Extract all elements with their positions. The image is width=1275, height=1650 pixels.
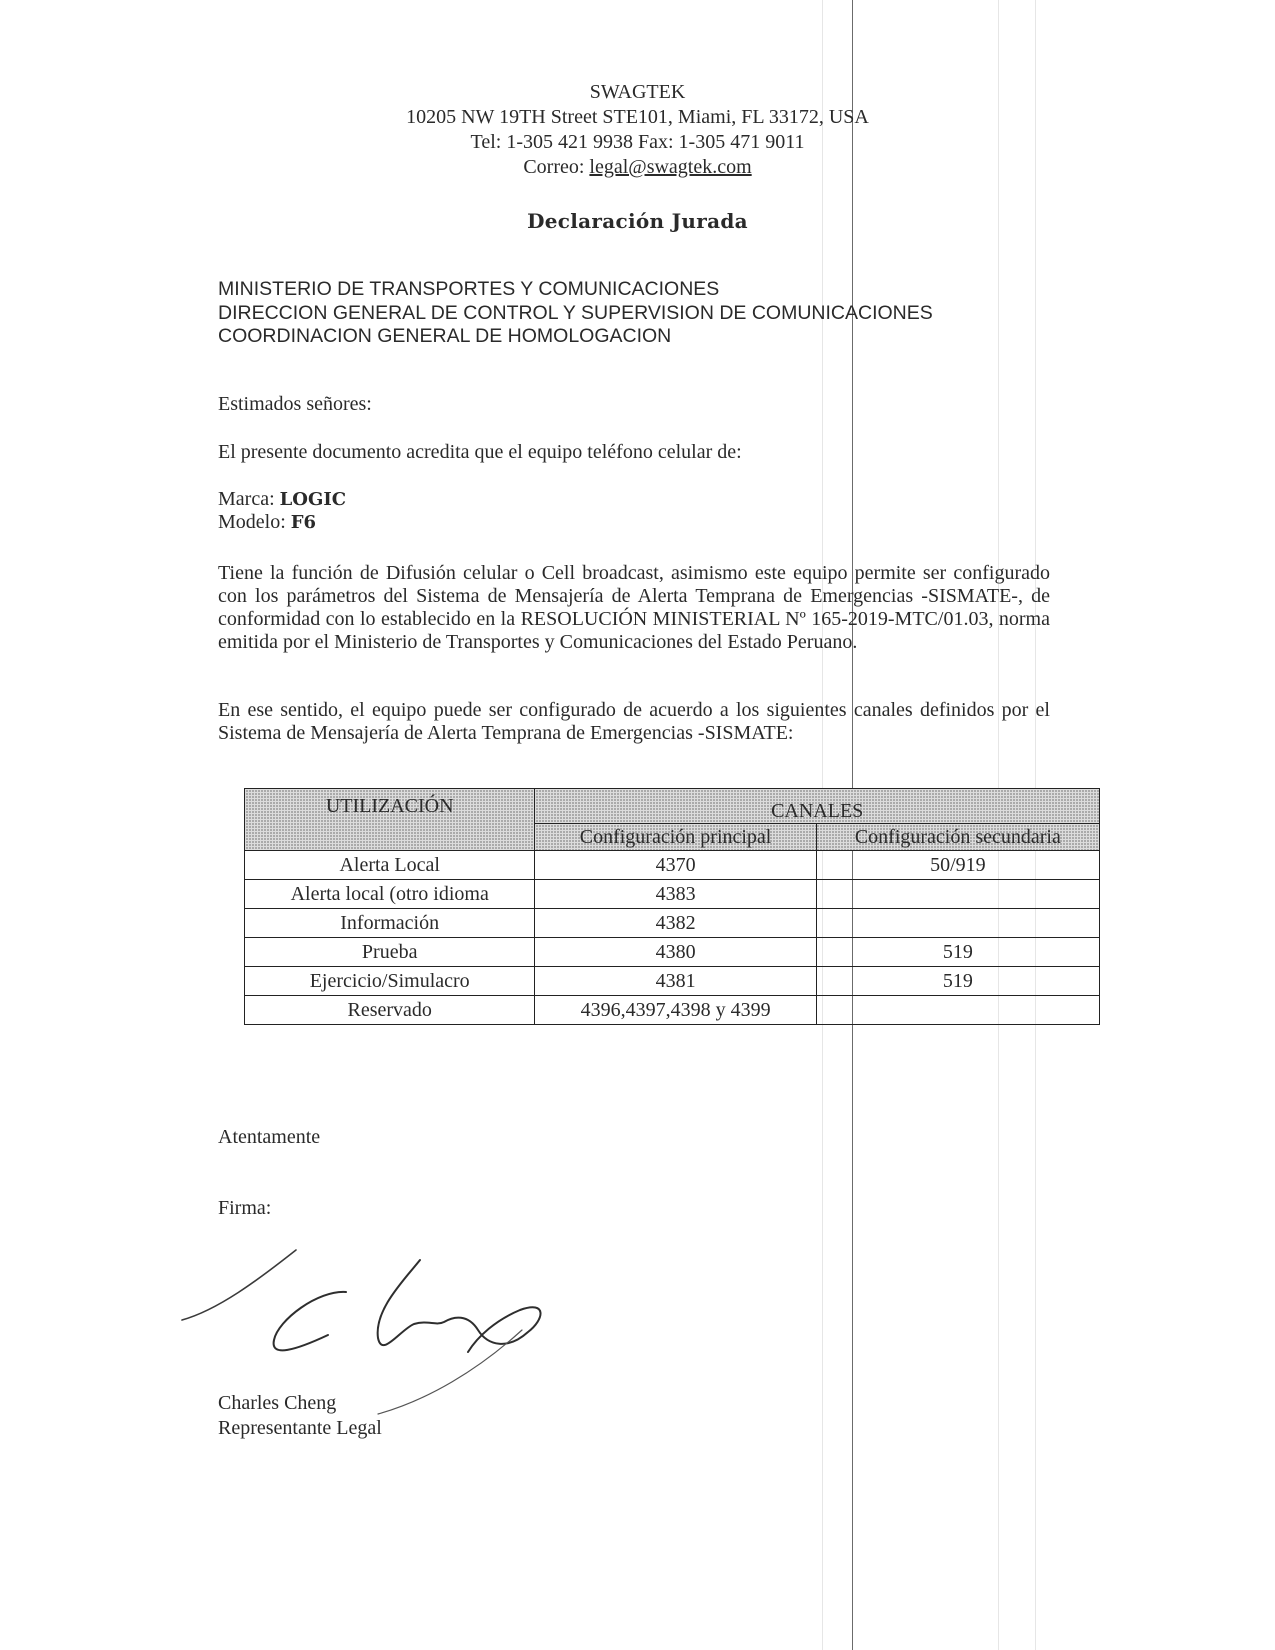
cell-utilizacion: Ejercicio/Simulacro [245, 967, 535, 996]
table-row [245, 996, 1100, 1025]
table-row [245, 880, 1100, 909]
table-row [245, 967, 1100, 996]
cell-utilizacion: Reservado [245, 996, 535, 1025]
body-paragraph-1: Tiene la función de Difusión celular o Cell broadcast, asimismo este equipo permite ser configurado con los parámetros del Sistema de Mensajería de Alerta Temprana de Emergencias -SISMATE-, de conformidad con lo establecido en la RESOLUCIÓN MINISTERIAL Nº 165-2019-MTC/01.03, norma emitida por el Ministerio de Transportes y Comunicaciones del Estado Peruano. [218, 562, 1050, 653]
email-label: Correo: [523, 156, 590, 178]
body-paragraph-2: En ese sentido, el equipo puede ser configurado de acuerdo a los siguientes canales definidos por el Sistema de Mensajería de Alerta Temprana de Emergencias -SISMATE: [218, 699, 1050, 744]
cell-secundaria [816, 909, 1099, 938]
cell-principal: 4383 [535, 880, 816, 909]
cell-utilizacion: Alerta Local [245, 851, 535, 880]
header-utilizacion: UTILIZACIÓN [245, 789, 535, 851]
model-label: Modelo: [218, 511, 291, 533]
email-link[interactable]: legal@swagtek.com [589, 156, 752, 178]
device-info [218, 488, 346, 534]
signature-label: Firma: [218, 1197, 272, 1219]
closing: Atentamente [218, 1126, 321, 1148]
cell-principal: 4380 [535, 938, 816, 967]
header-config-secundaria: Configuración secundaria [816, 824, 1099, 851]
greeting: Estimados señores: [218, 393, 372, 415]
brand-value: LOGIC [279, 489, 347, 510]
cell-utilizacion: Alerta local (otro idioma [245, 880, 535, 909]
signer-name: Charles Cheng [218, 1392, 337, 1414]
addressee-block [218, 278, 933, 349]
addressee-line: MINISTERIO DE TRANSPORTES Y COMUNICACIONES [218, 278, 720, 300]
cell-utilizacion: Prueba [245, 938, 535, 967]
addressee-line: DIRECCION GENERAL DE CONTROL Y SUPERVISION DE COMUNICACIONES [218, 301, 933, 324]
company-phone-fax: Tel: 1-305 421 9938 Fax: 1-305 471 9011 [470, 131, 805, 153]
letterhead [0, 80, 1275, 180]
company-email-line [0, 155, 1275, 180]
channels-table [244, 788, 1100, 1025]
cell-principal: 4381 [535, 967, 816, 996]
cell-secundaria: 50/919 [816, 851, 1099, 880]
document-title: Declaración Jurada [527, 209, 748, 233]
cell-principal: 4396,4397,4398 y 4399 [535, 996, 816, 1025]
model-value: F6 [290, 512, 317, 533]
model-line [218, 511, 346, 534]
table-row [245, 909, 1100, 938]
cell-secundaria: 519 [816, 938, 1099, 967]
brand-label: Marca: [218, 488, 280, 510]
cell-principal: 4370 [535, 851, 816, 880]
addressee-line: COORDINACION GENERAL DE HOMOLOGACION [218, 325, 672, 347]
cell-principal: 4382 [535, 909, 816, 938]
brand-line [218, 488, 346, 511]
company-name: SWAGTEK [589, 81, 686, 103]
header-canales: CANALES [535, 789, 1100, 824]
intro-text: El presente documento acredita que el equipo teléfono celular de: [218, 441, 742, 463]
header-config-principal: Configuración principal [535, 824, 816, 851]
signer-block [218, 1391, 382, 1441]
signer-role: Representante Legal [218, 1417, 382, 1439]
cell-secundaria [816, 996, 1099, 1025]
table-row [245, 851, 1100, 880]
cell-secundaria [816, 880, 1099, 909]
company-address: 10205 NW 19TH Street STE101, Miami, FL 33172, USA [406, 106, 869, 128]
cell-secundaria: 519 [816, 967, 1099, 996]
table-row [245, 938, 1100, 967]
cell-utilizacion: Información [245, 909, 535, 938]
